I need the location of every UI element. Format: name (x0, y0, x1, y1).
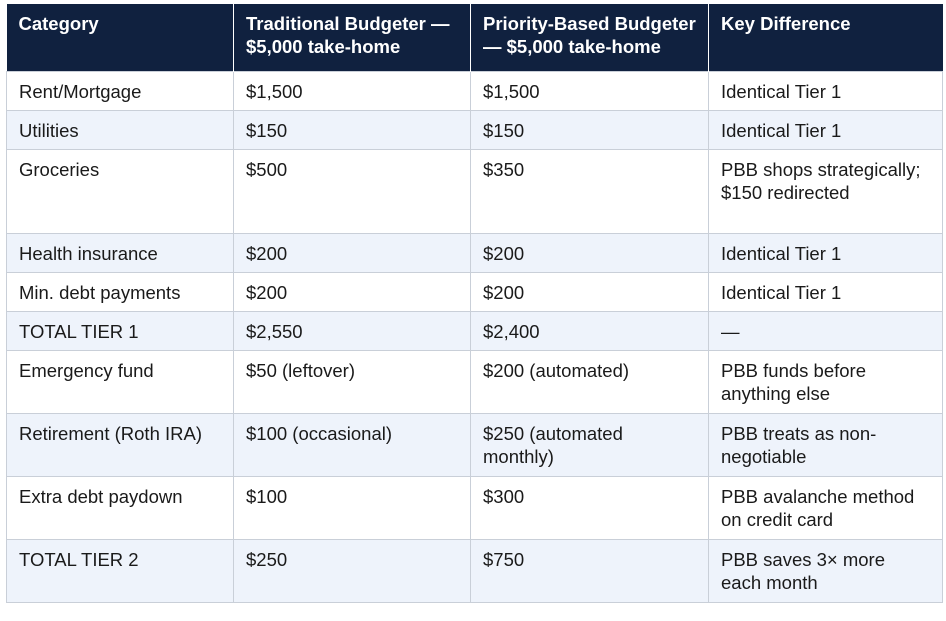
header-category: Category (7, 4, 234, 71)
cell-traditional: $100 (234, 476, 471, 539)
cell-key-difference: PBB treats as non-negotiable (709, 413, 943, 476)
cell-traditional: $2,550 (234, 311, 471, 350)
cell-priority-based: $150 (471, 110, 709, 149)
cell-key-difference: PBB funds before anything else (709, 350, 943, 413)
cell-category: Groceries (7, 149, 234, 233)
cell-category: TOTAL TIER 1 (7, 311, 234, 350)
table-body (7, 71, 943, 602)
table-row (7, 110, 943, 149)
cell-priority-based: $300 (471, 476, 709, 539)
cell-category: Min. debt payments (7, 272, 234, 311)
cell-key-difference: Identical Tier 1 (709, 233, 943, 272)
cell-category: Extra debt paydown (7, 476, 234, 539)
cell-traditional: $200 (234, 233, 471, 272)
table-row (7, 233, 943, 272)
budget-comparison-table (6, 4, 943, 603)
table-row (7, 272, 943, 311)
table-row (7, 476, 943, 539)
cell-category: Emergency fund (7, 350, 234, 413)
cell-category: Rent/Mortgage (7, 71, 234, 110)
cell-traditional: $200 (234, 272, 471, 311)
cell-key-difference: Identical Tier 1 (709, 272, 943, 311)
cell-category: TOTAL TIER 2 (7, 539, 234, 602)
cell-category: Utilities (7, 110, 234, 149)
cell-key-difference: PBB saves 3× more each month (709, 539, 943, 602)
header-traditional-budgeter: Traditional Budgeter — $5,000 take-home (234, 4, 471, 71)
cell-traditional: $50 (leftover) (234, 350, 471, 413)
cell-key-difference: Identical Tier 1 (709, 110, 943, 149)
table-header (7, 4, 943, 71)
table-row-total-tier-2 (7, 539, 943, 602)
cell-key-difference: PBB avalanche method on credit card (709, 476, 943, 539)
cell-key-difference: — (709, 311, 943, 350)
cell-traditional: $1,500 (234, 71, 471, 110)
cell-priority-based: $200 (471, 233, 709, 272)
table-row-total-tier-1 (7, 311, 943, 350)
cell-key-difference: Identical Tier 1 (709, 71, 943, 110)
cell-traditional: $500 (234, 149, 471, 233)
cell-traditional: $100 (occasional) (234, 413, 471, 476)
cell-category: Retirement (Roth IRA) (7, 413, 234, 476)
table-row (7, 350, 943, 413)
cell-priority-based: $250 (automated monthly) (471, 413, 709, 476)
table-row (7, 413, 943, 476)
cell-traditional: $250 (234, 539, 471, 602)
header-key-difference: Key Difference (709, 4, 943, 71)
table-row (7, 149, 943, 233)
budget-comparison-table-container (6, 4, 942, 603)
cell-priority-based: $200 (automated) (471, 350, 709, 413)
cell-priority-based: $200 (471, 272, 709, 311)
header-row (7, 4, 943, 71)
header-priority-based-budgeter: Priority-Based Budgeter — $5,000 take-home (471, 4, 709, 71)
cell-category: Health insurance (7, 233, 234, 272)
cell-priority-based: $750 (471, 539, 709, 602)
cell-priority-based: $350 (471, 149, 709, 233)
cell-priority-based: $2,400 (471, 311, 709, 350)
cell-priority-based: $1,500 (471, 71, 709, 110)
cell-traditional: $150 (234, 110, 471, 149)
table-row (7, 71, 943, 110)
cell-key-difference: PBB shops strategically; $150 redirected (709, 149, 943, 233)
